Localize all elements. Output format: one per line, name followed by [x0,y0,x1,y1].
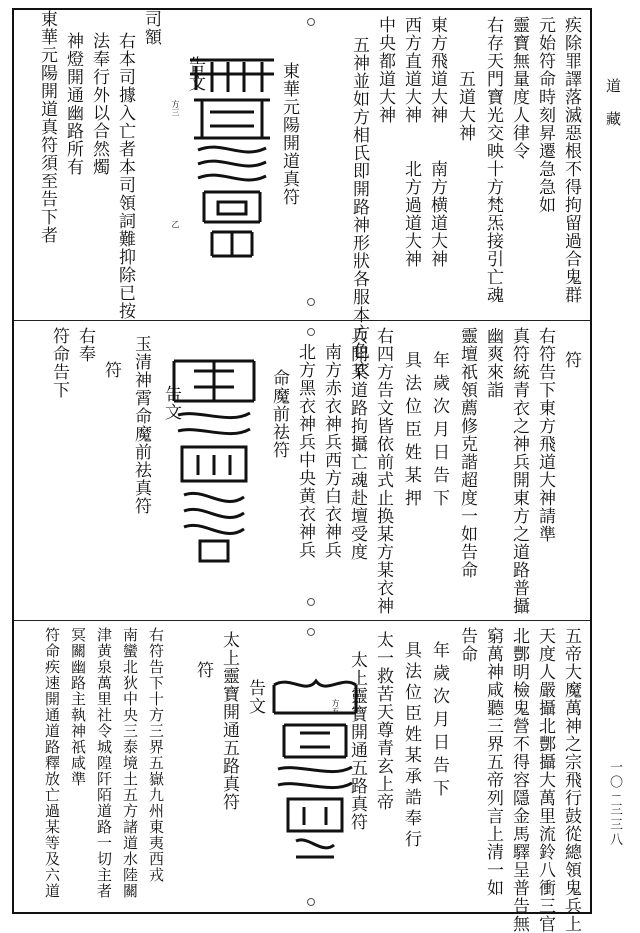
text-column: 冥關幽路主執神祇咸準 [69,627,87,787]
text-column: 靈壇祇領薦修克諧超度一如告命 [457,327,477,579]
text-column: 五神並如方相氏即開路神形狀各服本方色衣 [349,36,369,378]
text-column: 東華元陽開道真符 [279,62,299,206]
text-column: 西方直道大神 [401,16,421,124]
text-column: 東華元陽開道真符須至告下者 [37,10,57,244]
text-column: 符命告下 [49,327,69,399]
text-column: 右存天門寶光交映十方梵炁接引亡魂 [483,16,503,304]
heading-gaowen: 告文 [185,56,205,92]
text-column: 南方横道大神 [427,160,447,268]
text-column: 法奉行外以合然燭 [89,32,109,176]
side-title: 道藏 [604,78,622,144]
text-column: 右奉 [75,327,95,363]
text-column: 北方黑衣神兵中央黄衣神兵 [295,343,315,559]
heading-fu: 符 [101,361,121,379]
text-column: 太一救苦天尊青玄上帝 [373,631,393,811]
page-number: 一〇ㄧ三三八 [607,760,622,848]
text-column: 南蠻北狄中央三泰境土五方諸道水陸關 [121,627,139,899]
binding-hole [307,298,315,306]
text-column: 年歲次月日告下 [429,641,449,802]
heading-fu: 符 [193,661,213,679]
text-column: 命魔前祛符 [269,369,289,459]
text-column: 玉清神霄命魔前祛真符 [131,335,151,515]
text-column: 北方過道大神 [401,160,421,268]
text-column: 兵開某道路拘攝亡魂赴壇受度 [347,327,367,561]
text-column: 符 [561,351,581,369]
margin-mark: 乙 [171,220,180,228]
page-frame [12,8,592,933]
text-column: 真符統青衣之神兵開東方之道路普攝 [509,327,529,615]
panel-2 [14,320,590,620]
text-column: 靈寶無量度人律令 [509,16,529,160]
heading-sie: 司額 [141,10,161,46]
text-column: 太上靈寶開通五路真符 [347,651,367,831]
binding-hole [307,898,315,906]
text-column: 北酆明檢鬼營不得容隱金馬驛呈普告無 [509,627,529,933]
panel-3 [14,620,590,933]
heading-gaowen: 告文 [161,385,181,421]
text-column: 右符告下十方三界五嶽九州東夷西戎 [147,627,165,883]
text-column: 告命 [457,627,477,663]
text-column: 幽爽來詣 [483,327,503,399]
text-column: 具法位臣姓某押 [401,351,421,512]
binding-hole [307,628,315,636]
heading-gaowen: 告文 [245,679,265,715]
text-column: 年歲次月日告下 [429,351,449,512]
margin-mark: 方三 [171,100,180,116]
text-column: 右四方告文皆依前式止换某方某衣神 [373,327,393,615]
text-column: 具法位臣姓某承誥奉行 [401,641,421,851]
text-column: 疾除罪譯落滅惡根不得拘留過合鬼群 [561,16,581,304]
talisman-seal [164,351,264,566]
text-column: 窮萬神咸聽三界五帝列言上清一如 [483,627,503,897]
text-column: 元始符命時刻昇遷急急如 [535,16,555,214]
binding-hole [307,328,315,336]
binding-hole [307,18,315,26]
text-column: 津黄泉萬里社令城隍阡陌道路一切主者 [95,627,113,899]
text-column: 南方赤衣神兵西方白衣神兵 [321,343,341,559]
text-column: 右符告下東方飛道大神請準 [535,327,555,543]
text-column: 右本司據入亡者本司領詞難抑除已按 [115,32,135,320]
text-column: 神燈開通幽路所有 [63,32,83,176]
text-column: 天度人嚴攝北酆攝大萬里流鈴八衝三官 [535,627,555,933]
text-column: 東方飛道大神 [427,16,447,124]
talisman-seal [260,671,370,871]
text-column: 五道大神 [455,70,475,142]
text-column: 符命疾速開通道路釋放亡過某等及六道 [43,627,61,899]
text-column: 中央都道大神 [375,16,395,124]
text-column: 五帝大魔萬神之宗飛行鼓從總領鬼兵上 [561,627,581,933]
binding-hole [307,598,315,606]
text-column: 太上靈寶開通五路真符 [219,631,239,811]
margin-mark: 方五 [331,699,340,715]
